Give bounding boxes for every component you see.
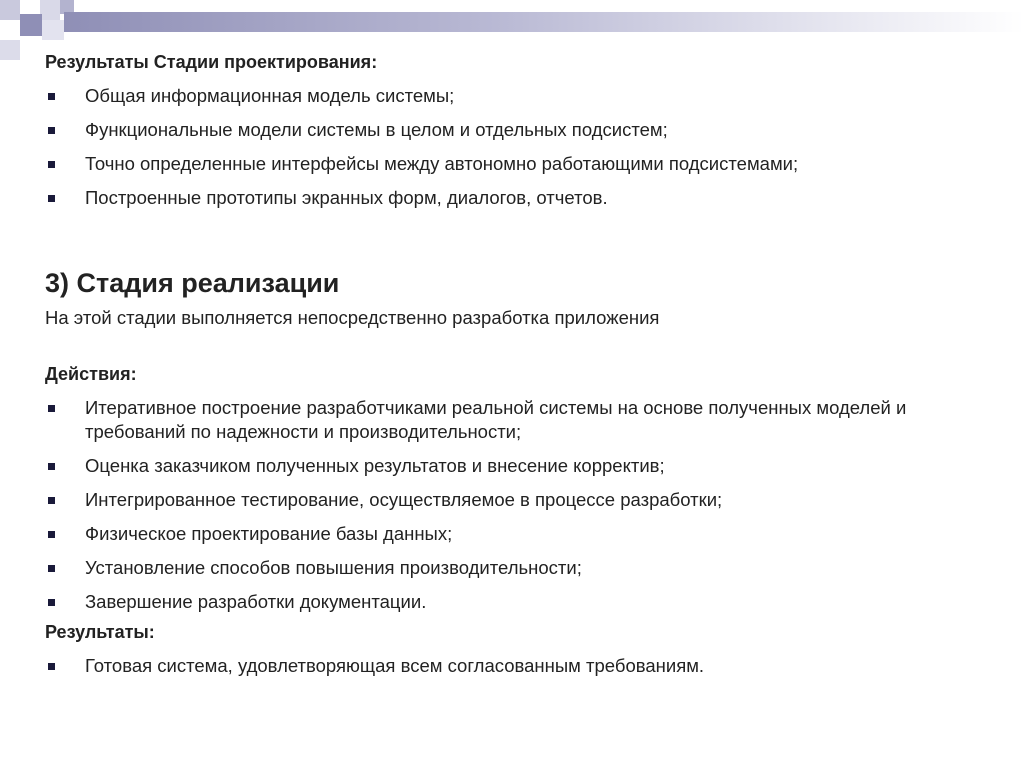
- stage-description: На этой стадии выполняется непосредственно разработка приложения: [45, 307, 660, 328]
- design-results-heading: Результаты Стадии проектирования:: [45, 52, 378, 72]
- square-bullet-icon: [48, 93, 55, 100]
- results-heading: Результаты:: [45, 622, 155, 642]
- list-item: Построенные прототипы экранных форм, диалогов, отчетов.: [45, 186, 1005, 210]
- actions-heading: Действия:: [45, 364, 137, 384]
- square-bullet-icon: [48, 663, 55, 670]
- list-item: Точно определенные интерфейсы между автономно работающими подсистемами;: [45, 152, 1005, 176]
- list-item: Оценка заказчиком полученных результатов и внесение корректив;: [45, 454, 1005, 478]
- list-item: Завершение разработки документации.: [45, 590, 1005, 614]
- square-bullet-icon: [48, 127, 55, 134]
- square-bullet-icon: [48, 531, 55, 538]
- square-bullet-icon: [48, 463, 55, 470]
- square-bullet-icon: [48, 497, 55, 504]
- list-item: Итеративное построение разработчиками реальной системы на основе полученных моделей и требований по надежности и производительности;: [45, 396, 1005, 444]
- actions-list: [45, 396, 1005, 614]
- list-item: Функциональные модели системы в целом и отдельных подсистем;: [45, 118, 1005, 142]
- list-item: Интегрированное тестирование, осуществляемое в процессе разработки;: [45, 488, 1005, 512]
- square-bullet-icon: [48, 599, 55, 606]
- list-item: Общая информационная модель системы;: [45, 84, 1005, 108]
- header-gradient-bar: [64, 12, 1024, 32]
- list-item: Готовая система, удовлетворяющая всем согласованным требованиям.: [45, 654, 1005, 678]
- square-bullet-icon: [48, 161, 55, 168]
- square-bullet-icon: [48, 195, 55, 202]
- stage-title: 3) Стадия реализации: [45, 268, 340, 298]
- square-bullet-icon: [48, 565, 55, 572]
- design-results-list: [45, 84, 1005, 210]
- results-list: [45, 654, 1005, 678]
- list-item: Физическое проектирование базы данных;: [45, 522, 1005, 546]
- slide-content: [45, 50, 1005, 678]
- square-bullet-icon: [48, 405, 55, 412]
- list-item: Установление способов повышения производительности;: [45, 556, 1005, 580]
